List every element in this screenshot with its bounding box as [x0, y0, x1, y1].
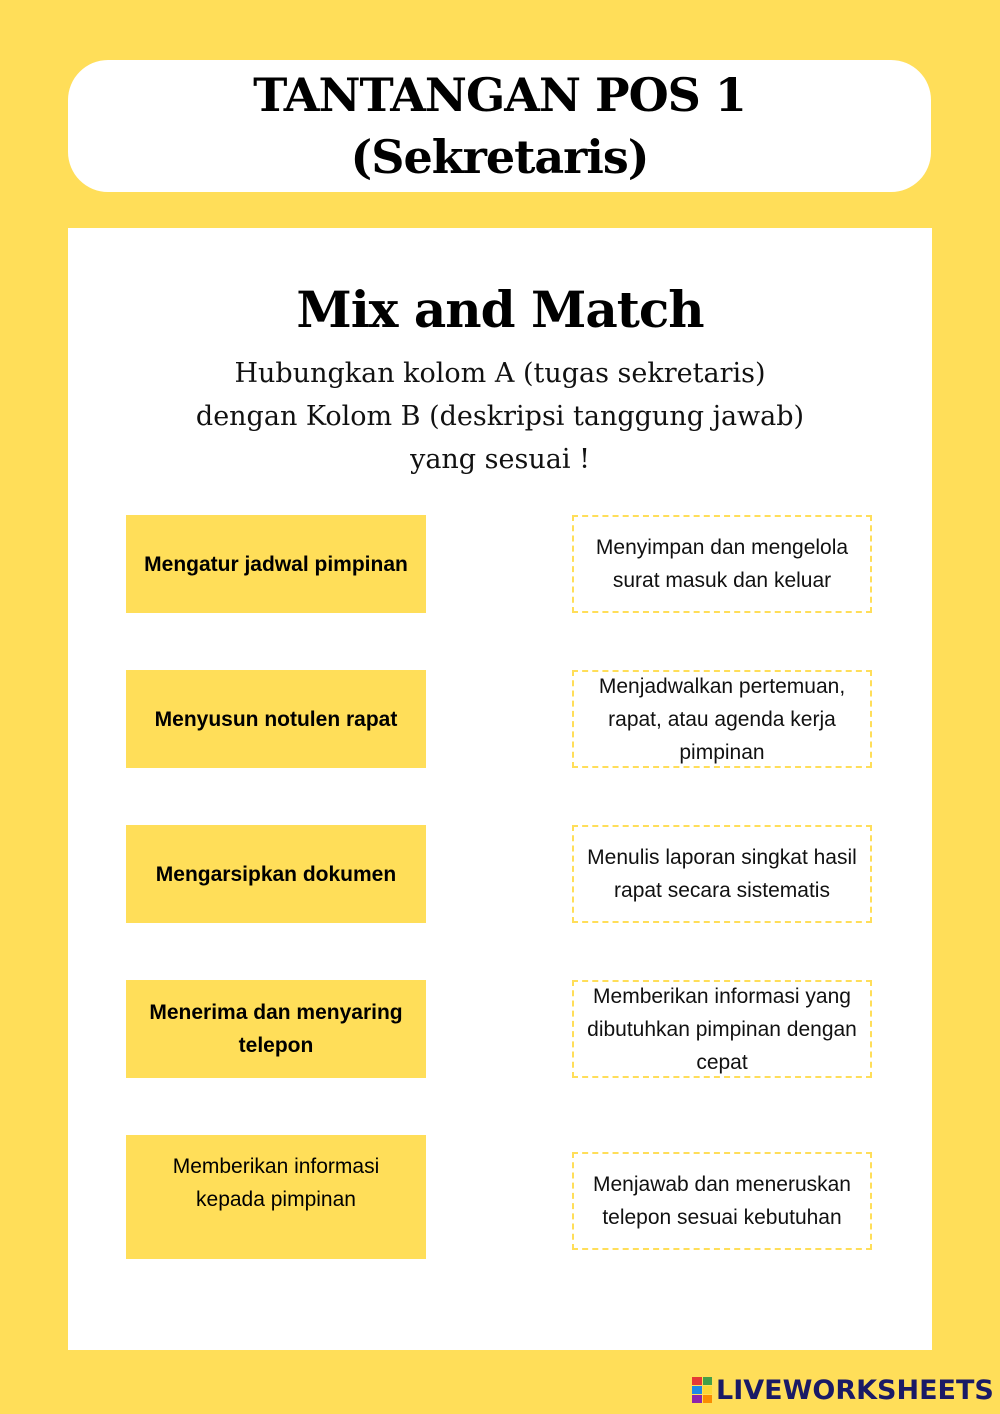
- column-b-item-4[interactable]: Memberikan informasi yang dibutuhkan pimpinan dengan cepat: [572, 980, 872, 1078]
- column-a-item-5[interactable]: Memberikan informasi kepada pimpinan: [126, 1135, 426, 1259]
- instruction-line: Hubungkan kolom A (tugas sekretaris): [234, 358, 766, 389]
- activity-title: Mix and Match: [296, 280, 704, 339]
- column-a-item-1[interactable]: Mengatur jadwal pimpinan: [126, 515, 426, 613]
- instruction-line: yang sesuai !: [410, 444, 590, 475]
- column-b-item-1[interactable]: Menyimpan dan mengelola surat masuk dan keluar: [572, 515, 872, 613]
- column-b-item-5[interactable]: Menjawab dan meneruskan telepon sesuai kebutuhan: [572, 1152, 872, 1250]
- worksheet-card: [68, 228, 932, 1350]
- brand-name: LIVEWORKSHEETS: [716, 1374, 994, 1406]
- page-title: TANTANGAN POS 1: [253, 68, 746, 122]
- instruction-line: dengan Kolom B (deskripsi tanggung jawab): [195, 401, 805, 432]
- logo-icon: [692, 1377, 712, 1403]
- column-a-item-2[interactable]: Menyusun notulen rapat: [126, 670, 426, 768]
- column-a-item-3[interactable]: Mengarsipkan dokumen: [126, 825, 426, 923]
- column-b-item-2[interactable]: Menjadwalkan pertemuan, rapat, atau agenda kerja pimpinan: [572, 670, 872, 768]
- column-b-item-3[interactable]: Menulis laporan singkat hasil rapat secara sistematis: [572, 825, 872, 923]
- liveworksheets-logo: [692, 1374, 994, 1406]
- page-subtitle: (Sekretaris): [350, 130, 649, 184]
- column-a-item-4[interactable]: Menerima dan menyaring telepon: [126, 980, 426, 1078]
- instructions: [68, 352, 932, 481]
- title-banner: [68, 60, 931, 192]
